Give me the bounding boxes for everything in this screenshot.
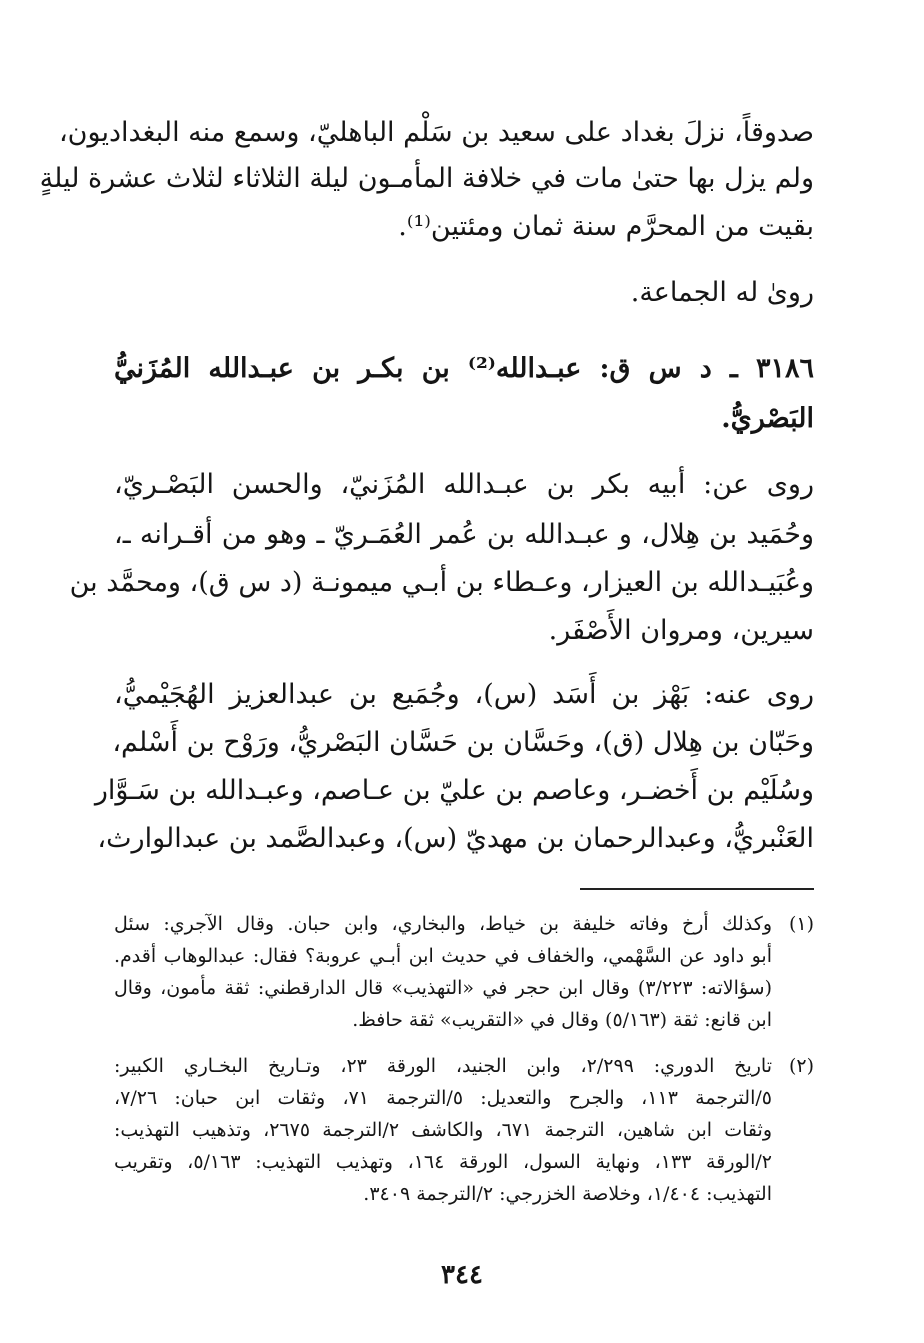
entry-heading-line: ٣١٨٦ ـ د س ق: عبـدالله⁽²⁾ بن بكـر بن عبـدالله المُزَنيُّ [114,353,814,384]
footnote-line: أبو داود عن السَّهْمي، والخفاف في حديث ابن أبـي عروبة؟ فقال: عبدالوهاب أقدم. [114,945,772,967]
text-line: روى عن: أبيه بكر بن عبـدالله المُزَنيّ، والحسن البَصْـريّ، [114,469,814,500]
footnote-number: (٢) [788,1055,814,1077]
text-line: وسُلَيْم بن أَخضـر، وعاصم بن عليّ بن عـاصم، وعبـدالله بن سَـوَّار [94,775,814,806]
text-line: روى عنه: بَهْز بن أَسَد (س)، وجُمَيع بن عبدالعزيز الهُجَيْميُّ، [114,679,814,710]
footnote-line: ٢/الورقة ١٣٣، ونهاية السول، الورقة ١٦٤، وتهذيب التهذيب: ٥/١٦٣، وتقريب [114,1151,772,1173]
footnote-line: تاريخ الدوري: ٢/٢٩٩، وابن الجنيد، الورقة ٢٣، وتـاريخ البخـاري الكبير: [114,1055,772,1077]
footnote-line: التهذيب: ١/٤٠٤، وخلاصة الخزرجي: ٢/الترجمة ٣٤٠٩. [363,1183,772,1205]
footnote-number: (١) [788,913,814,935]
footnote [114,1050,814,1210]
footnote-line: ٥/الترجمة ١١٣، والجرح والتعديل: ٥/الترجمة ٧١، وثقات ابن حبان: ٧/٢٦، [114,1087,772,1109]
transmission-note: رویٰ له الجماعة. [630,277,814,308]
text-line: وحُمَيد بن هِلال، و عبـدالله بن عُمر العُمَـريّ ـ وهو من أقـرانه ـ، [114,519,814,550]
text-line: صدوقاً، نزلَ بغداد على سعيد بن سَلْم الباهليّ، وسمع منه البغداديون، [58,117,814,148]
page-number: ٣٤٤ [441,1260,483,1290]
entry-heading-line: البَصْريُّ. [721,403,814,434]
footnote-line: (سؤالاته: ٣/٢٢٣) وقال ابن حجر في «التهذيب» قال الدارقطني: ثقة مأمون، وقال [114,977,772,999]
text-line: سيرين، ومروان الأَصْفَر. [548,615,814,646]
footnote [114,908,814,1036]
text-line: العَنْبريُّ، وعبدالرحمان بن مهديّ (س)، وعبدالصَّمد بن عبدالوارث، [97,823,814,854]
text-line: بقيت من المحرَّم سنة ثمان ومئتين⁽¹⁾. [398,211,814,242]
footnote-divider [580,888,814,890]
footnote-line: ابن قانع: ثقة (٥/١٦٣) وقال في «التقريب» ثقة حافظ. [352,1009,772,1031]
text-line: وحَبّان بن هِلال (ق)، وحَسَّان بن حَسَّان البَصْريُّ، ورَوْح بن أَسْلم، [112,727,814,758]
text-line: وعُبَيـدالله بن العيزار، وعـطاء بن أبـي ميمونـة (د س ق)، ومحمَّد بن [69,567,814,598]
footnote-line: وكذلك أرخ وفاته خليفة بن خياط، والبخاري، وابن حبان. وقال الآجري: سئل [114,913,772,935]
footnote-line: وثقات ابن شاهين، الترجمة ٦٧١، والكاشف ٢/الترجمة ٢٦٧٥، وتذهيب التهذيب: [114,1119,772,1141]
text-line: ولم يزل بها حتىٰ مات في خلافة المأمـون ليلة الثلاثاء لثلاث عشرة ليلةٍ [39,163,814,194]
